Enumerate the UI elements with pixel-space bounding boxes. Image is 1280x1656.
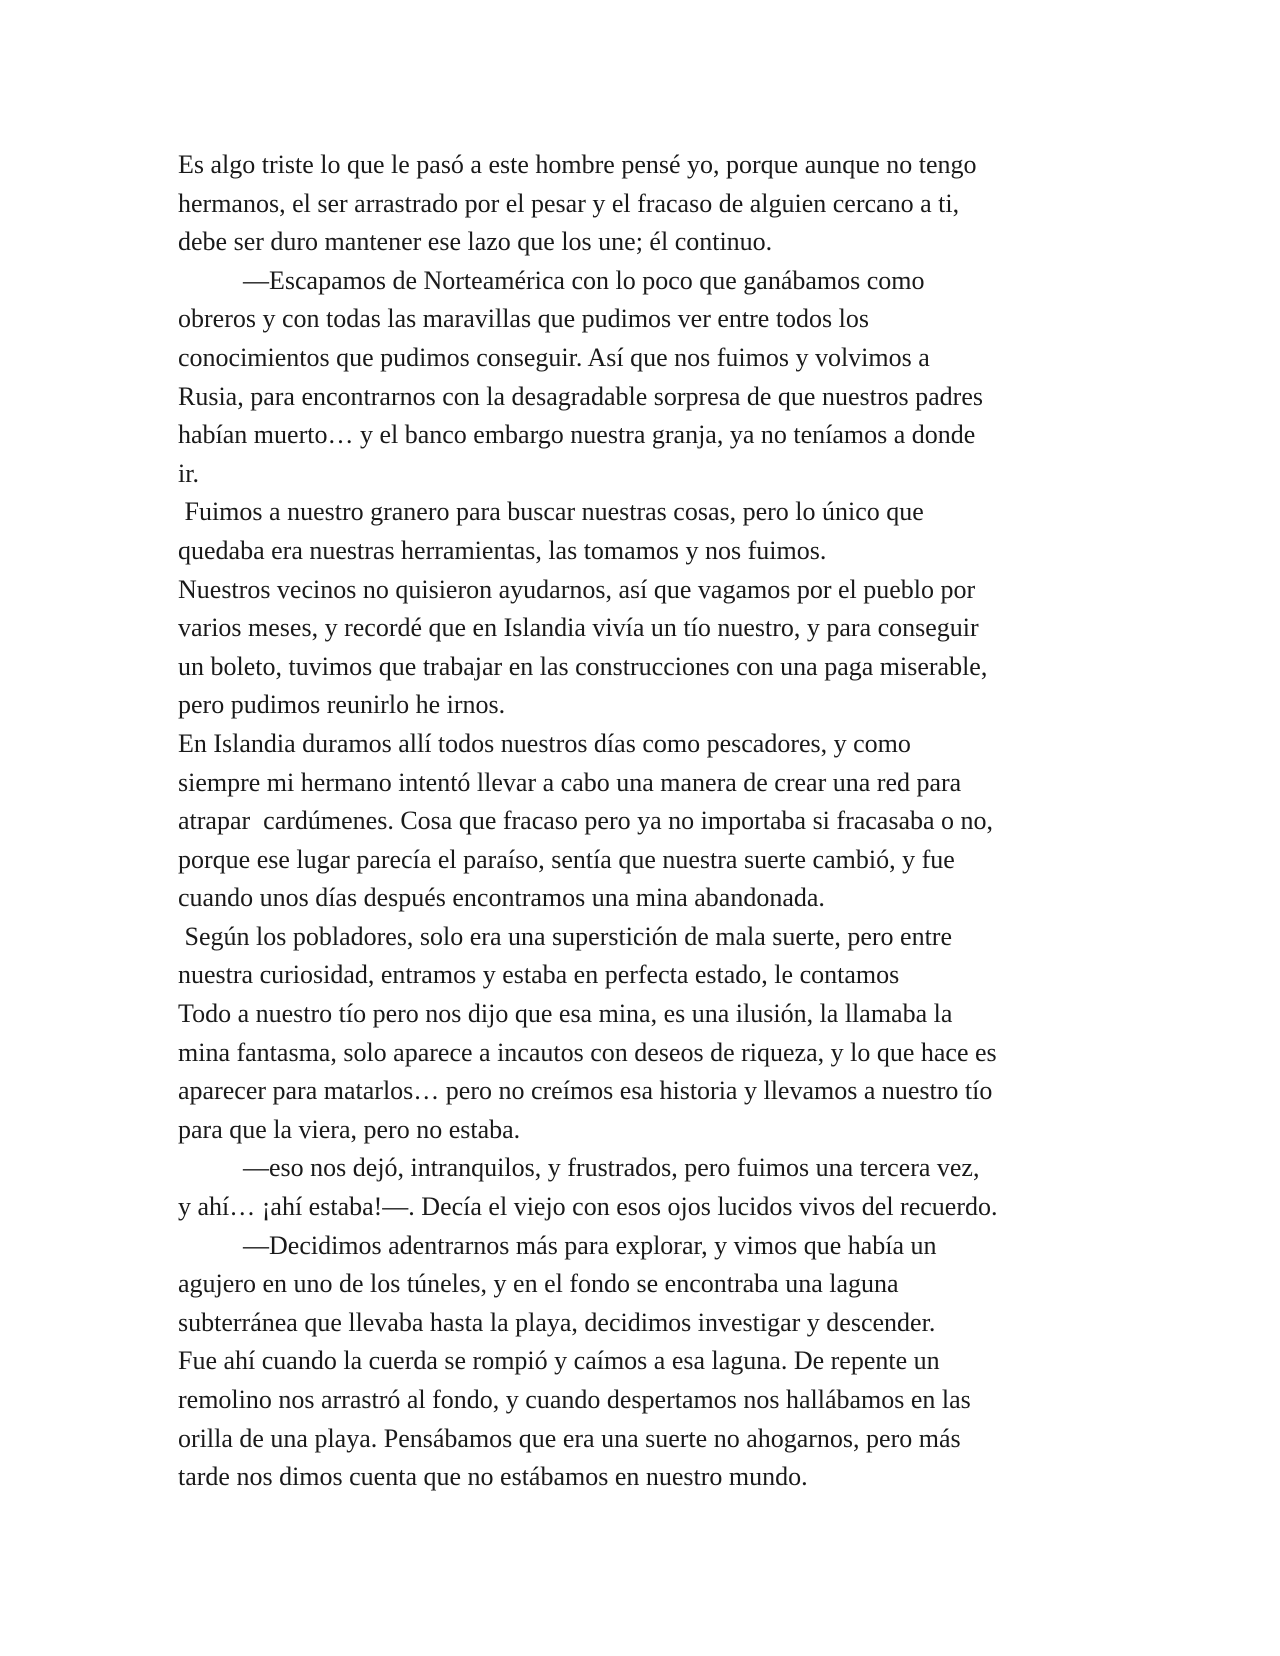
text-line: —Decidimos adentrarnos más para explorar, y vimos que había un	[178, 1230, 937, 1260]
text-line: obreros y con todas las maravillas que pudimos ver entre todos los	[178, 304, 870, 334]
text-line: Es algo triste lo que le pasó a este hombre pensé yo, porque aunque no tengo	[178, 150, 977, 179]
text-line: pero pudimos reunirlo he irnos.	[178, 690, 506, 720]
text-line: cuando unos días después encontramos una mina abandonada.	[178, 883, 825, 913]
text-line: Nuestros vecinos no quisieron ayudarnos, así que vagamos por el pueblo por	[178, 574, 976, 604]
text-line: conocimientos que pudimos conseguir. Así que nos fuimos y volvimos a	[178, 342, 930, 372]
text-line: para que la viera, pero no estaba.	[178, 1114, 521, 1144]
text-line: aparecer para matarlos… pero no creímos esa historia y llevamos a nuestro tío	[178, 1076, 993, 1106]
text-line: quedaba era nuestras herramientas, las tomamos y nos fuimos.	[178, 535, 827, 565]
text-line: varios meses, y recordé que en Islandia vivía un tío nuestro, y para conseguir	[178, 613, 979, 643]
text-line: Según los pobladores, solo era una superstición de mala suerte, pero entre	[178, 921, 952, 951]
text-line: siempre mi hermano intentó llevar a cabo una manera de crear una red para	[178, 767, 962, 797]
text-line: Fue ahí cuando la cuerda se rompió y caímos a esa laguna. De repente un	[178, 1346, 940, 1376]
text-line: agujero en uno de los túneles, y en el fondo se encontraba una laguna	[178, 1269, 899, 1299]
text-line: hermanos, el ser arrastrado por el pesar y el fracaso de alguien cercano a ti,	[178, 188, 960, 218]
text-line: debe ser duro mantener ese lazo que los une; él continuo.	[178, 227, 773, 257]
text-line: —eso nos dejó, intranquilos, y frustrados, pero fuimos una tercera vez,	[178, 1153, 980, 1183]
text-line: atrapar cardúmenes. Cosa que fracaso pero ya no importaba si fracasaba o no,	[178, 806, 994, 836]
text-line: mina fantasma, solo aparece a incautos con deseos de riqueza, y lo que hace es	[178, 1037, 997, 1067]
text-line: nuestra curiosidad, entramos y estaba en perfecta estado, le contamos	[178, 960, 900, 990]
text-line: Rusia, para encontrarnos con la desagradable sorpresa de que nuestros padres	[178, 381, 983, 411]
text-line: orilla de una playa. Pensábamos que era una suerte no ahogarnos, pero más	[178, 1423, 961, 1453]
text-line: un boleto, tuvimos que trabajar en las construcciones con una paga miserable,	[178, 651, 988, 681]
text-line: porque ese lugar parecía el paraíso, sentía que nuestra suerte cambió, y fue	[178, 844, 955, 874]
text-line: habían muerto… y el banco embargo nuestra granja, ya no teníamos a donde	[178, 420, 976, 450]
text-line: Fuimos a nuestro granero para buscar nuestras cosas, pero lo único que	[178, 497, 924, 527]
text-line: y ahí… ¡ahí estaba!—. Decía el viejo con esos ojos lucidos vivos del recuerdo.	[178, 1192, 998, 1222]
text-line: tarde nos dimos cuenta que no estábamos en nuestro mundo.	[178, 1462, 808, 1492]
text-line: —Escapamos de Norteamérica con lo poco que ganábamos como	[178, 265, 925, 295]
text-line: remolino nos arrastró al fondo, y cuando despertamos nos hallábamos en las	[178, 1385, 971, 1414]
text-line: Todo a nuestro tío pero nos dijo que esa mina, es una ilusión, la llamaba la	[178, 999, 953, 1029]
text-line: subterránea que llevaba hasta la playa, decidimos investigar y descender.	[178, 1307, 936, 1337]
text-line: En Islandia duramos allí todos nuestros días como pescadores, y como	[178, 728, 911, 758]
document-body-text	[178, 146, 1118, 1497]
text-line: ir.	[178, 458, 199, 488]
